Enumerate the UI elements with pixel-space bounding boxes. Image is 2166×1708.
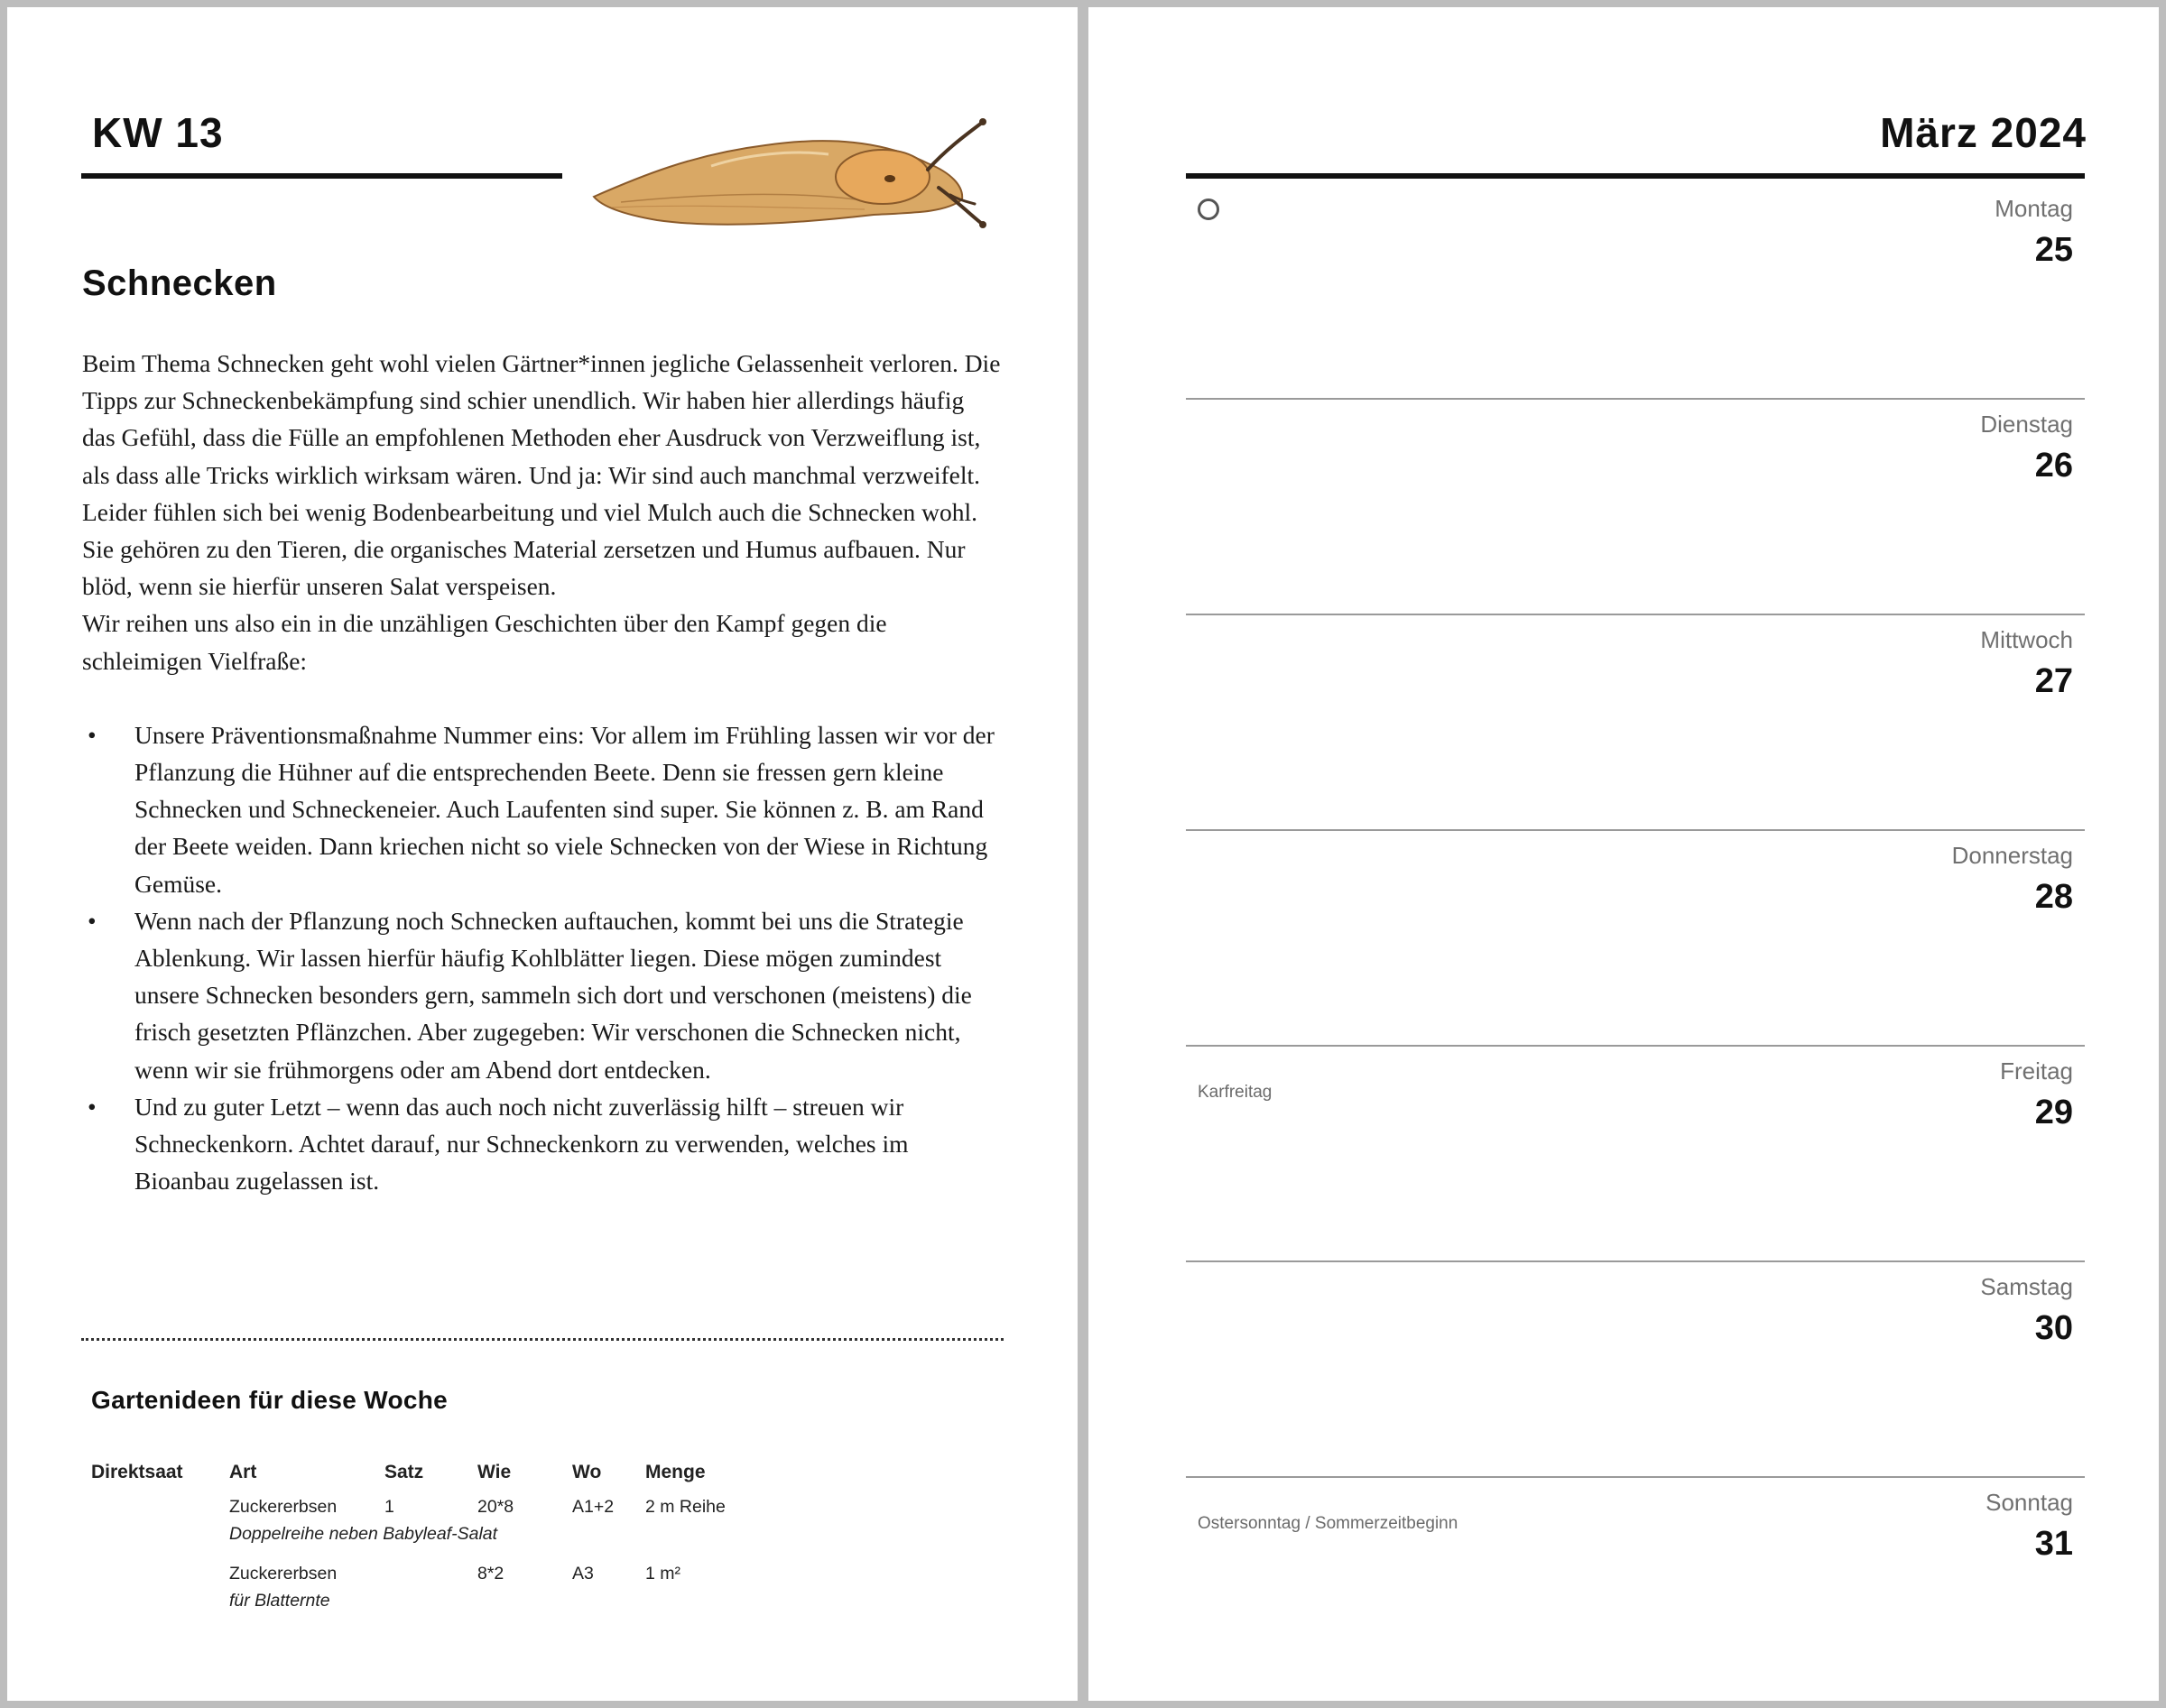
- table-cell-wo: A3: [572, 1564, 594, 1583]
- article-body: [82, 345, 1003, 1199]
- article-paragraph: Wir reihen uns also ein in die unzähligen Geschichten über den Kampf gegen die schleimigen Vielfraße:: [82, 609, 887, 675]
- column-header-wie: Wie: [477, 1462, 512, 1482]
- day-name: Montag: [1995, 195, 2073, 222]
- list-item-text: Und zu guter Letzt – wenn das auch noch nicht zuverlässig hilft – streuen wir Schneckenkorn. Achtet darauf, nur Schneckenkorn zu verwenden, welches im Bioanbau zugelassen ist.: [134, 1092, 909, 1196]
- table-cell-satz: 1: [384, 1497, 394, 1517]
- holiday-label: Ostersonntag / Sommerzeitbeginn: [1198, 1514, 1458, 1533]
- day-row-monday[interactable]: [1186, 184, 2085, 400]
- week-title: KW 13: [92, 109, 224, 156]
- day-number: 29: [2034, 1094, 2073, 1131]
- bullet-icon: •: [88, 906, 97, 935]
- month-title: März 2024: [1880, 109, 2087, 156]
- circle-marker-icon: [1198, 198, 1219, 220]
- article-paragraph: Beim Thema Schnecken geht wohl vielen Gärtner*innen jegliche Gelassenheit verloren. Die Tipps zur Schneckenbekämpfung sind schier unendlich. Wir haben hier allerdings häufig das Gefühl, dass die Fülle an empfohlenen Methoden eher Ausdruck von Verzweiflung ist, als dass alle Tricks wirklich wirksam wären. Und ja: Wir sind auch manchmal verzweifelt. Leider fühlen sich bei wenig Bodenbearbeitung und viel Mulch auch die Schnecken wohl. Sie gehören zu den Tieren, die organisches Material zersetzen und Humus aufbauen. Nur blöd, wenn sie hierfür unseren Salat verspeisen.: [82, 349, 1001, 601]
- table-row-note: Doppelreihe neben Babyleaf-Salat: [229, 1524, 498, 1544]
- bullet-icon: •: [88, 720, 97, 749]
- day-row-saturday[interactable]: [1186, 1262, 2085, 1478]
- right-page: [1088, 7, 2159, 1701]
- day-number: 30: [2034, 1309, 2073, 1347]
- table-row-note: für Blatternte: [229, 1591, 330, 1611]
- table-cell-wie: 8*2: [477, 1564, 504, 1583]
- day-number: 28: [2034, 878, 2073, 916]
- section-title: Schnecken: [82, 263, 277, 303]
- day-name: Samstag: [1980, 1273, 2073, 1300]
- section-divider: [81, 1338, 1004, 1341]
- day-name: Sonntag: [1986, 1489, 2073, 1516]
- column-header-wo: Wo: [572, 1462, 602, 1482]
- bullet-icon: •: [88, 1092, 97, 1121]
- ideas-category: Direktsaat: [91, 1462, 183, 1482]
- day-row-wednesday[interactable]: [1186, 615, 2085, 831]
- day-number: 31: [2034, 1525, 2073, 1563]
- ideas-table: [91, 1462, 813, 1624]
- column-header-art: Art: [229, 1462, 257, 1482]
- week-title-rule: [81, 173, 562, 179]
- left-page: [7, 7, 1078, 1701]
- list-item-text: Unsere Präventionsmaßnahme Nummer eins: Vor allem im Frühling lassen wir vor der Pflanzung die Hühner auf die entsprechenden Beete. Denn sie fressen gern kleine Schnecken und Schneckeneier. Auch Laufenten sind super. Sie können z. B. am Rand der Beete weiden. Dann kriechen nicht so viele Schnecken von der Wiese in Richtung Gemüse.: [134, 720, 995, 898]
- day-name: Freitag: [2000, 1057, 2073, 1085]
- table-cell-menge: 1 m²: [645, 1564, 680, 1583]
- table-cell-menge: 2 m Reihe: [645, 1497, 726, 1517]
- list-item: [82, 716, 1003, 902]
- table-cell-art: Zuckererbsen: [229, 1564, 338, 1583]
- slug-illustration: [585, 114, 1018, 249]
- day-name: Dienstag: [1980, 411, 2073, 438]
- day-row-thursday[interactable]: [1186, 831, 2085, 1047]
- day-row-tuesday[interactable]: [1186, 400, 2085, 615]
- tips-list: [82, 716, 1003, 1200]
- day-number: 27: [2034, 662, 2073, 700]
- table-cell-art: Zuckererbsen: [229, 1497, 338, 1517]
- list-item: [82, 902, 1003, 1088]
- column-header-menge: Menge: [645, 1462, 706, 1482]
- day-row-friday[interactable]: [1186, 1047, 2085, 1262]
- table-cell-wie: 20*8: [477, 1497, 514, 1517]
- ideas-title: Gartenideen für diese Woche: [91, 1386, 449, 1414]
- day-name: Donnerstag: [1951, 842, 2073, 869]
- holiday-label: Karfreitag: [1198, 1083, 1273, 1102]
- column-header-satz: Satz: [384, 1462, 424, 1482]
- day-row-sunday[interactable]: [1186, 1478, 2085, 1694]
- list-item-text: Wenn nach der Pflanzung noch Schnecken auftauchen, kommt bei uns die Strategie Ablenkung. Wir lassen hierfür häufig Kohlblätter liegen. Diese mögen zumindest unsere Schnecken besonders gern, sammeln sich dort und verschonen (meistens) die frisch gesetzten Pflänzchen. Aber zugegeben: Wir verschonen die Schnecken nicht, wenn wir sie frühmorgens oder am Abend dort entdecken.: [134, 906, 972, 1084]
- day-number: 25: [2034, 231, 2073, 269]
- list-item: [82, 1088, 1003, 1200]
- table-cell-wo: A1+2: [572, 1497, 615, 1517]
- day-number: 26: [2034, 447, 2073, 485]
- month-title-rule: [1186, 173, 2085, 179]
- day-name: Mittwoch: [1980, 626, 2073, 653]
